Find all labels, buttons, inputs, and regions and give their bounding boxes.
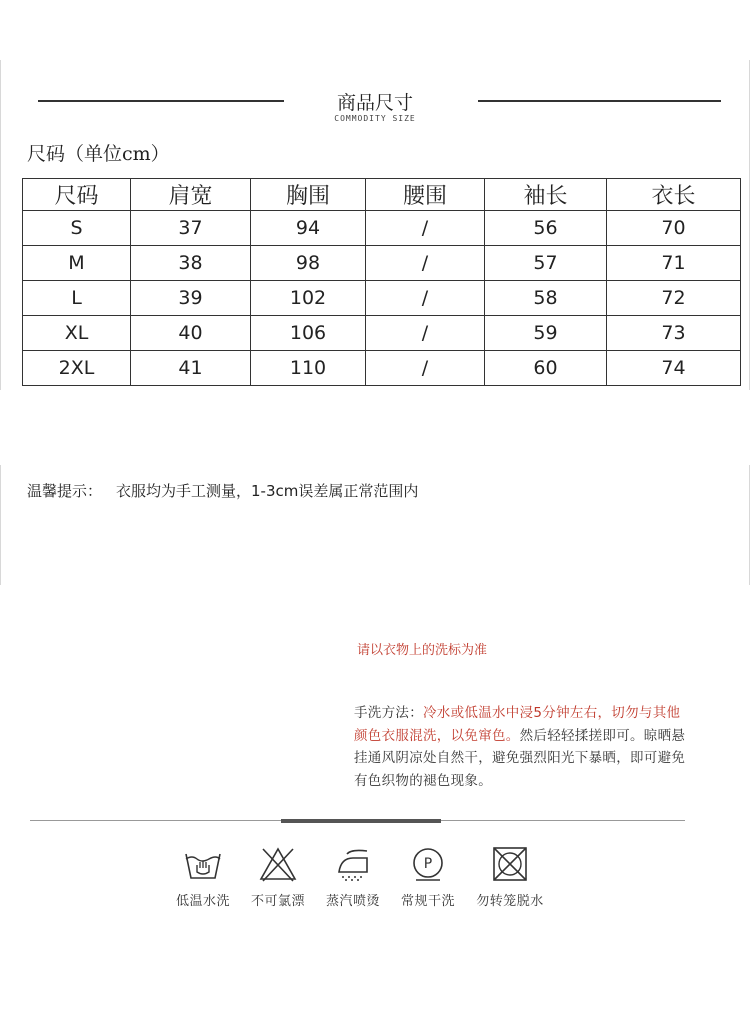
col-header-chest: 胸围: [251, 179, 366, 211]
care-label: 蒸汽喷烫: [325, 894, 380, 909]
no-tumble-dry-icon: [490, 846, 530, 882]
table-cell: 110: [251, 351, 366, 386]
table-cell: 102: [251, 281, 366, 316]
care-label: 常规干洗: [400, 894, 455, 909]
care-item-dry-clean: [388, 846, 468, 909]
table-cell: XL: [23, 316, 131, 351]
table-row: [23, 246, 741, 281]
table-cell: 71: [607, 246, 741, 281]
table-cell: 57: [485, 246, 607, 281]
care-label: 低温水洗: [175, 894, 230, 909]
table-cell: /: [366, 281, 485, 316]
col-header-shoulder: 肩宽: [131, 179, 251, 211]
care-label: 勿转笼脱水: [476, 894, 544, 909]
care-label: 不可氯漂: [250, 894, 305, 909]
table-cell: /: [366, 316, 485, 351]
care-item-low-temp-wash: [163, 846, 243, 909]
tip-text: 衣服均为手工测量，1-3cm误差属正常范围内: [116, 482, 419, 500]
table-row: [23, 211, 741, 246]
table-cell: 59: [485, 316, 607, 351]
table-cell: 56: [485, 211, 607, 246]
table-cell: 94: [251, 211, 366, 246]
dry-clean-p-icon: [408, 846, 448, 882]
table-cell: 106: [251, 316, 366, 351]
table-header-row: [23, 179, 741, 211]
col-header-sleeve: 袖长: [485, 179, 607, 211]
table-cell: 58: [485, 281, 607, 316]
care-item-steam-iron: [313, 846, 393, 909]
table-cell: 98: [251, 246, 366, 281]
section-title: 商品尺寸: [336, 92, 413, 114]
table-cell: 60: [485, 351, 607, 386]
wash-method-label: 手洗方法：: [354, 705, 423, 721]
unit-label: 尺码（单位cm）: [27, 143, 170, 165]
care-item-no-tumble-dry: [470, 846, 550, 909]
table-cell: 39: [131, 281, 251, 316]
table-cell: /: [366, 211, 485, 246]
col-header-waist: 腰围: [366, 179, 485, 211]
tip-label: 温馨提示：: [27, 482, 103, 500]
low-temp-wash-icon: [183, 846, 223, 882]
col-header-length: 衣长: [607, 179, 741, 211]
left-edge-line: [0, 465, 1, 585]
svg-text:P: P: [423, 856, 433, 872]
table-row: [23, 281, 741, 316]
table-cell: 73: [607, 316, 741, 351]
table-cell: 38: [131, 246, 251, 281]
wash-method-warning: 冷水或低温水中浸5分钟左右，切勿与其他颜色衣服混洗，以免窜色。: [354, 705, 681, 744]
table-cell: M: [23, 246, 131, 281]
table-cell: 70: [607, 211, 741, 246]
wash-method-rest: 然后轻轻揉搓即可。晾晒悬挂通风阴凉处自然干，避免强烈阳光下暴晒，即可避免有色织物的褪色现象。: [354, 727, 686, 789]
size-table: [22, 178, 741, 386]
wash-label-note: 请以衣物上的洗标为准: [357, 643, 488, 658]
hand-wash-instructions: [354, 702, 694, 792]
table-cell: 37: [131, 211, 251, 246]
section-subtitle: COMMODITY SIZE: [334, 114, 416, 123]
table-cell: L: [23, 281, 131, 316]
table-cell: 40: [131, 316, 251, 351]
care-divider-accent: [281, 819, 441, 823]
table-cell: 2XL: [23, 351, 131, 386]
table-cell: 74: [607, 351, 741, 386]
table-cell: 41: [131, 351, 251, 386]
measurement-tip: [27, 480, 418, 501]
table-cell: /: [366, 246, 485, 281]
steam-iron-icon: [333, 846, 373, 882]
table-row: [23, 351, 741, 386]
table-cell: /: [366, 351, 485, 386]
table-row: [23, 316, 741, 351]
care-item-no-bleach: [238, 846, 318, 909]
col-header-size: 尺码: [23, 179, 131, 211]
table-cell: S: [23, 211, 131, 246]
no-bleach-icon: [258, 846, 298, 882]
table-cell: 72: [607, 281, 741, 316]
